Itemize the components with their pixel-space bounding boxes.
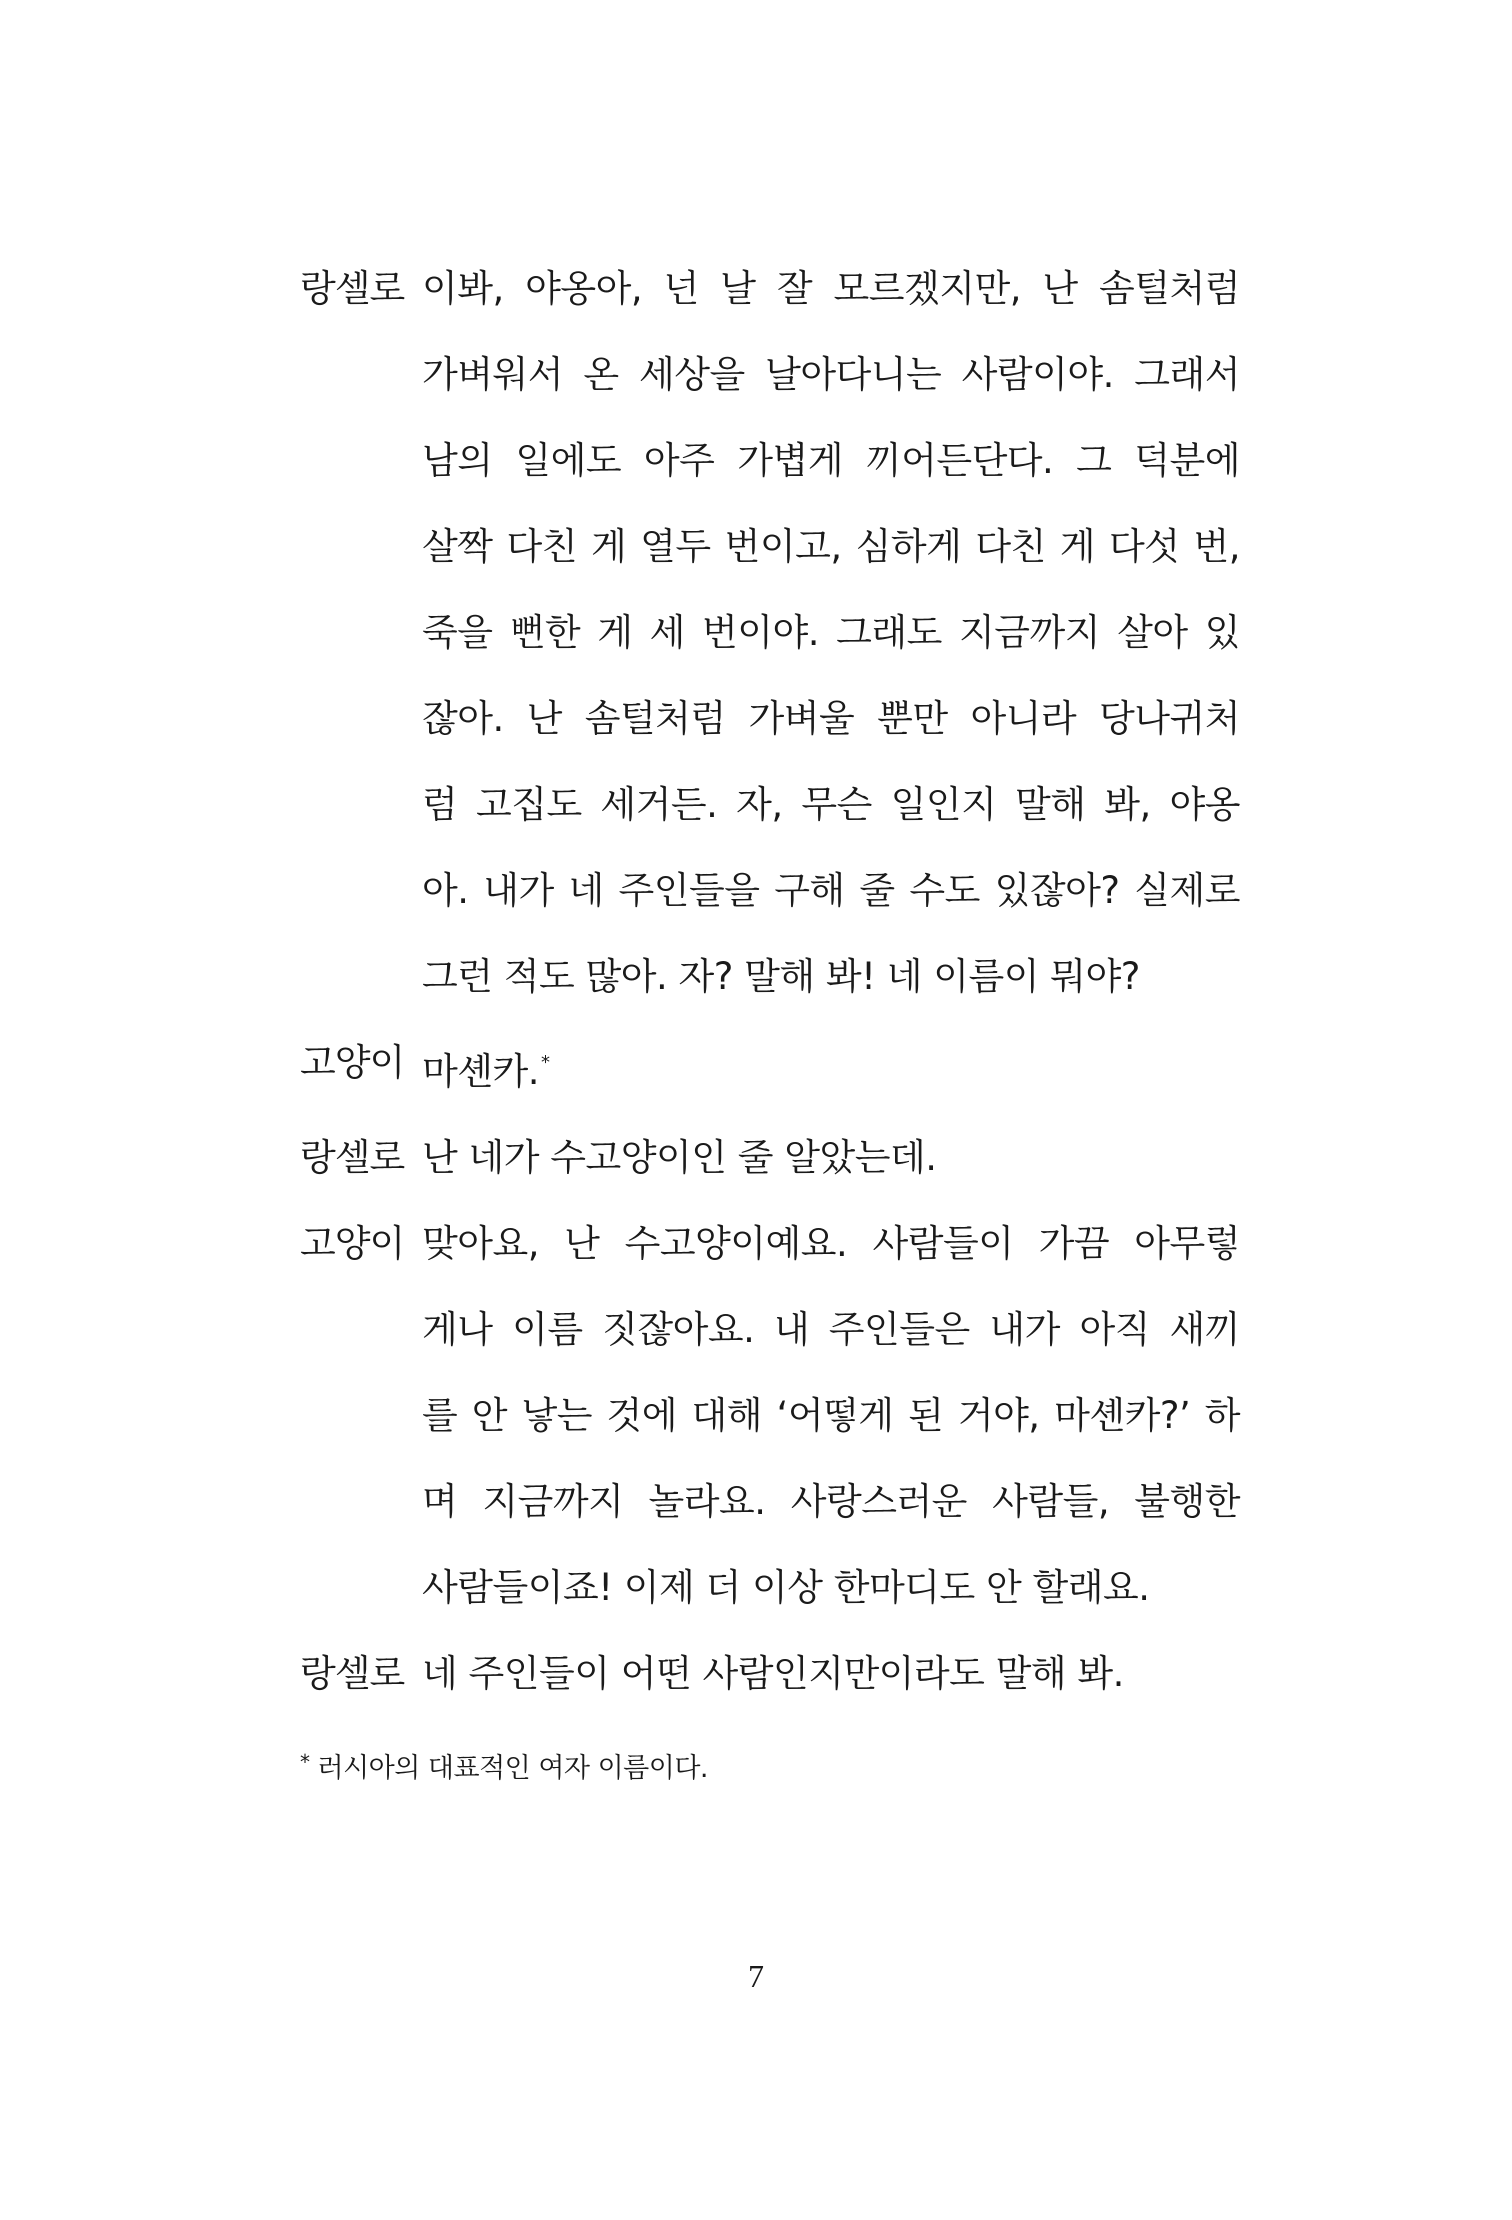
speech-line-text: 마셴카. bbox=[422, 1050, 539, 1093]
speech-line: 아. 내가 네 주인들을 구해 줄 수도 있잖아? 실제로 bbox=[422, 869, 1240, 912]
speech-lancelot-1 bbox=[300, 246, 1240, 1020]
speech-lines bbox=[422, 1115, 1240, 1201]
speech-cat-1 bbox=[300, 1020, 1240, 1115]
speech-lines bbox=[422, 246, 1240, 1020]
footnote bbox=[300, 1742, 708, 1789]
speech-line: 사람들이죠! 이제 더 이상 한마디도 안 할래요. bbox=[422, 1566, 1150, 1609]
speaker-name: 랑셀로 bbox=[300, 1136, 405, 1179]
page-number: 7 bbox=[748, 1958, 764, 1994]
speech-line: 살짝 다친 게 열두 번이고, 심하게 다친 게 다섯 번, bbox=[422, 525, 1240, 568]
speech-lancelot-3 bbox=[300, 1631, 1240, 1717]
speech-lines bbox=[422, 1631, 1240, 1717]
speech-lines bbox=[422, 1020, 1240, 1115]
speech-line: 네 주인들이 어떤 사람인지만이라도 말해 봐. bbox=[422, 1652, 1124, 1695]
speech-line: 게나 이름 짓잖아요. 내 주인들은 내가 아직 새끼 bbox=[422, 1308, 1240, 1351]
speech-line bbox=[422, 1020, 1240, 1115]
speaker-name: 고양이 bbox=[300, 1222, 405, 1265]
speech-line: 난 네가 수고양이인 줄 알았는데. bbox=[422, 1136, 937, 1179]
speaker-name: 랑셀로 bbox=[300, 1652, 405, 1695]
speaker-name: 고양이 bbox=[300, 1041, 405, 1084]
speech-line: 를 안 낳는 것에 대해 ‘어떻게 된 거야, 마셴카?’ 하 bbox=[422, 1394, 1240, 1437]
speaker-name: 랑셀로 bbox=[300, 267, 405, 310]
speech-line: 죽을 뻔한 게 세 번이야. 그래도 지금까지 살아 있 bbox=[422, 611, 1240, 654]
speech-cat-2 bbox=[300, 1201, 1240, 1631]
speech-line: 며 지금까지 놀라요. 사랑스러운 사람들, 불행한 bbox=[422, 1480, 1240, 1523]
footnote-text: 러시아의 대표적인 여자 이름이다. bbox=[317, 1753, 708, 1784]
speech-lancelot-2 bbox=[300, 1115, 1240, 1201]
speech-line: 잖아. 난 솜털처럼 가벼울 뿐만 아니라 당나귀처 bbox=[422, 697, 1240, 740]
speech-line: 이봐, 야옹아, 넌 날 잘 모르겠지만, 난 솜털처럼 bbox=[422, 267, 1240, 310]
speech-line: 남의 일에도 아주 가볍게 끼어든단다. 그 덕분에 bbox=[422, 439, 1240, 482]
footnote-marker: * bbox=[541, 1052, 550, 1073]
dialogue bbox=[300, 246, 1240, 1717]
speech-line: 맞아요, 난 수고양이예요. 사람들이 가끔 아무렇 bbox=[422, 1222, 1240, 1265]
speech-lines bbox=[422, 1201, 1240, 1631]
speech-line: 그런 적도 많아. 자? 말해 봐! 네 이름이 뭐야? bbox=[422, 955, 1140, 998]
speech-line: 럼 고집도 세거든. 자, 무슨 일인지 말해 봐, 야옹 bbox=[422, 783, 1240, 826]
speech-line: 가벼워서 온 세상을 날아다니는 사람이야. 그래서 bbox=[422, 353, 1240, 396]
footnote-marker: * bbox=[300, 1750, 310, 1774]
